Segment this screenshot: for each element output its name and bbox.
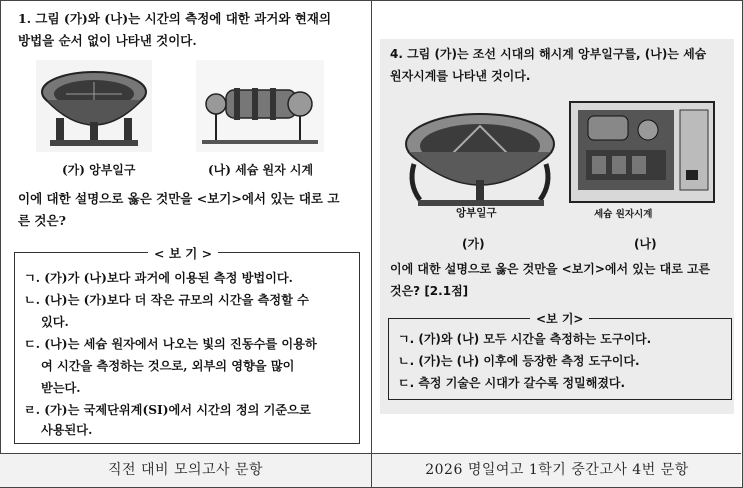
footer-right-label: 2026 명일여고 1학기 중간고사 4번 문항: [371, 454, 742, 487]
footer-left-label: 직전 대비 모의고사 문항: [107, 462, 264, 478]
right-caption-ga: (가): [462, 237, 485, 251]
sundial-photo: [400, 96, 560, 214]
right-prompt-line-1: 이에 대한 설명으로 옳은 것만을 <보기>에서 있는 대로 고른: [390, 262, 711, 276]
column-divider: [371, 0, 372, 486]
right-label-sundial: 앙부일구: [456, 207, 497, 219]
left-bogi-item-4-cont: 사용된다.: [24, 423, 93, 437]
right-bogi-title: <보 기>: [530, 310, 589, 327]
left-caption-ga: (가) 앙부일구: [62, 163, 136, 177]
left-question-line-1: 1. 그림 (가)와 (나)는 시간의 측정에 대한 과거와 현재의: [18, 11, 332, 26]
table-footer: [0, 453, 741, 487]
left-bogi-item-3-cont1: 여 시간을 측정하는 것으로, 외부의 영향을 많이: [24, 359, 295, 373]
left-question-line-2: 방법을 순서 없이 나타낸 것이다.: [18, 33, 197, 48]
right-caption-na: (나): [634, 237, 657, 251]
left-bogi-item-2-cont: 있다.: [24, 315, 69, 329]
left-bogi-item-2: ㄴ. (나)는 (가)보다 더 작은 규모의 시간을 측정할 수: [24, 293, 309, 307]
left-caption-na: (나) 세슘 원자 시계: [208, 163, 314, 177]
right-bogi-item-2: ㄴ. (가)는 (나) 이후에 등장한 측정 도구이다.: [398, 354, 640, 368]
left-prompt-line-1: 이에 대한 설명으로 옳은 것만을 <보기>에서 있는 대로 고: [18, 191, 340, 206]
right-bogi-item-3: ㄷ. 측정 기술은 시대가 갈수록 정밀해졌다.: [398, 376, 626, 390]
right-question-line-2: 원자시계를 나타낸 것이다.: [390, 69, 531, 83]
left-prompt-line-2: 른 것은?: [18, 213, 66, 228]
right-question-line-1: 4. 그림 (가)는 조선 시대의 해시계 앙부일구를, (나)는 세슘: [390, 47, 707, 61]
cesium-clock-photo: [568, 100, 716, 204]
left-bogi-item-3: ㄷ. (나)는 세슘 원자에서 나오는 빛의 진동수를 이용하: [24, 337, 317, 351]
left-bogi-item-1: ㄱ. (가)가 (나)보다 과거에 이용된 측정 방법이다.: [24, 271, 293, 285]
left-bogi-item-3-cont2: 받는다.: [24, 381, 81, 395]
left-bogi-item-4: ㄹ. (가)는 국제단위계(SI)에서 시간의 정의 기준으로: [24, 403, 311, 417]
sundial-photo: [36, 60, 152, 152]
right-bogi-item-1: ㄱ. (가)와 (나) 모두 시간을 측정하는 도구이다.: [398, 332, 652, 346]
right-label-cesium: 세슘 원자시계: [594, 209, 653, 220]
left-bogi-title: < 보 기 >: [148, 244, 218, 262]
cesium-clock-photo: [196, 60, 324, 152]
right-prompt-line-2: 것은? [2.1점]: [390, 284, 469, 298]
